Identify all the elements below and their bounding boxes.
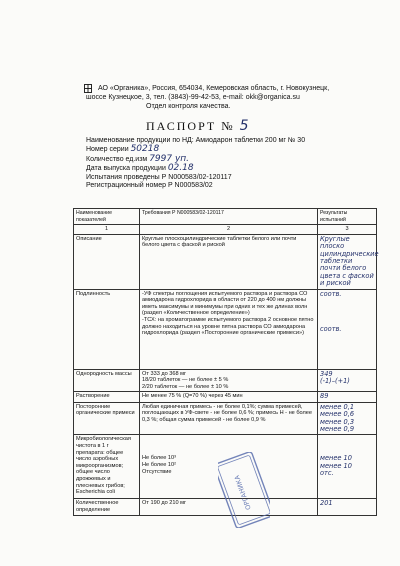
row-requirement: От 333 до 368 мг 18/20 таблеток — не более ± 5 % 2/20 таблеток — не более ± 10 % xyxy=(140,369,318,392)
row-result: соотв. xyxy=(320,325,342,334)
qc-stamp xyxy=(218,452,270,528)
row-name: Подлинность xyxy=(74,289,140,369)
row-requirement: Не более 10³ Не более 10² Отсутствие xyxy=(140,435,318,499)
row-requirement: -УФ спектры поглощения испытуемого раствора и раствора СО амиодарона гидрохлорида в области от 220 до 400 нм должны иметь максимумы и минимумы при одних и тех же длинах волн (раздел «Количественное определение») -ТСХ: на хроматограмме испытуемого раствора 2 основное пятно должно находиться на уровне пятна раствора СО амиодарона гидрохлорида (раздел «Посторонние органические примеси») xyxy=(140,289,318,369)
row-name: Посторонние органические примеси xyxy=(74,402,140,435)
row-name: Однородность массы xyxy=(74,369,140,392)
row-result-cell xyxy=(318,435,377,499)
company-address-line2: шоссе Кузнецкое, 3, тел. (3843)-99-42-53, e-mail: okk@organica.su xyxy=(86,94,300,101)
quantity-row xyxy=(86,155,386,164)
row-name: Микробиологическая чистота в 1 г препарата: общее число аэробных микроорганизмов; общее число дрожжевых и плесневых грибов; Escherichia coli xyxy=(74,435,140,499)
table-row xyxy=(74,234,377,289)
qc-stamp-seal xyxy=(218,452,270,528)
row-result: 201 xyxy=(318,499,377,515)
row-requirement: Круглые плоскоцилиндрические таблетки белого или почти белого цвета с фаской и риской xyxy=(140,234,318,289)
header-indicator: Наименование показателей xyxy=(74,209,140,225)
row-requirement: Не менее 75 % (Q=70 %) через 45 мин xyxy=(140,392,318,402)
row-name: Растворение xyxy=(74,392,140,402)
passport-title-label: ПАСПОРТ № xyxy=(146,119,235,133)
series-label: Номер серии xyxy=(86,146,129,154)
table-row xyxy=(74,392,377,402)
registration-number: Регистрационный номер Р N000583/02 xyxy=(86,182,213,190)
header-results: Результаты испытаний xyxy=(318,209,377,225)
quantity-label: Количество ед.изм xyxy=(86,155,148,163)
table-row xyxy=(74,369,377,392)
department-name: Отдел контроля качества. xyxy=(146,103,231,110)
product-info xyxy=(86,137,386,190)
product-name: Наименование продукции по НД: Амиодарон таблетки 200 мг № 30 xyxy=(86,137,306,144)
passport-number: 5 xyxy=(239,118,249,134)
row-requirement: От 190 до 210 мг xyxy=(140,499,318,515)
table-row xyxy=(74,289,377,369)
row-result: менее 0,9 xyxy=(320,425,355,434)
column-numbers-row xyxy=(74,225,377,235)
row-name: Количественное определение xyxy=(74,499,140,515)
row-result: 349 xyxy=(320,369,333,378)
release-row xyxy=(86,164,386,173)
series-value: 50218 xyxy=(130,144,160,155)
quantity-value: 7997 уп. xyxy=(149,153,190,164)
row-result-cell xyxy=(318,402,377,435)
row-result: менее 10 xyxy=(320,454,352,463)
row-result-cell xyxy=(318,369,377,392)
row-result: Круглые плоско цилиндрические таблетки почти белого цвета с фаской и риской xyxy=(318,234,377,289)
tests-performed: Испытания проведены Р N000583/02-120117 xyxy=(86,173,232,181)
row-result: отс. xyxy=(320,469,334,478)
passport-title xyxy=(146,118,249,134)
row-result: менее 0,1 xyxy=(320,402,355,411)
row-requirement: Любая единичная примесь - не более 0,1%; сумма примесей, поглощающих в УФ-свете - не более 0,6 %; примесь Н - не более 0,3 %; общая сумма примесей - не более 0,9 % xyxy=(140,402,318,435)
row-result: менее 0,3 xyxy=(320,417,355,426)
table-header-row xyxy=(74,209,377,225)
row-name: Описание xyxy=(74,234,140,289)
row-result: менее 10 xyxy=(320,461,352,470)
table-row xyxy=(74,402,377,435)
column-number: 1 xyxy=(74,225,140,235)
row-result: соотв. xyxy=(320,289,342,298)
svg-text:ОРГАНИКА: ОРГАНИКА xyxy=(232,474,253,511)
company-header xyxy=(86,84,376,111)
company-address-line1: АО «Органика», Россия, 654034, Кемеровская область, г. Новокузнецк, xyxy=(98,85,330,92)
column-number: 3 xyxy=(318,225,377,235)
series-row xyxy=(86,145,386,154)
row-result-cell xyxy=(318,289,377,369)
column-number: 2 xyxy=(140,225,318,235)
row-result: (-1)–(+1) xyxy=(320,377,350,386)
row-result: менее 0,6 xyxy=(320,410,355,419)
row-result: 89 xyxy=(318,392,377,402)
header-requirements: Требования Р N000583/02-120117 xyxy=(140,209,318,225)
release-label: Дата выпуска продукции xyxy=(86,165,166,173)
release-value: 02.18 xyxy=(167,163,194,174)
